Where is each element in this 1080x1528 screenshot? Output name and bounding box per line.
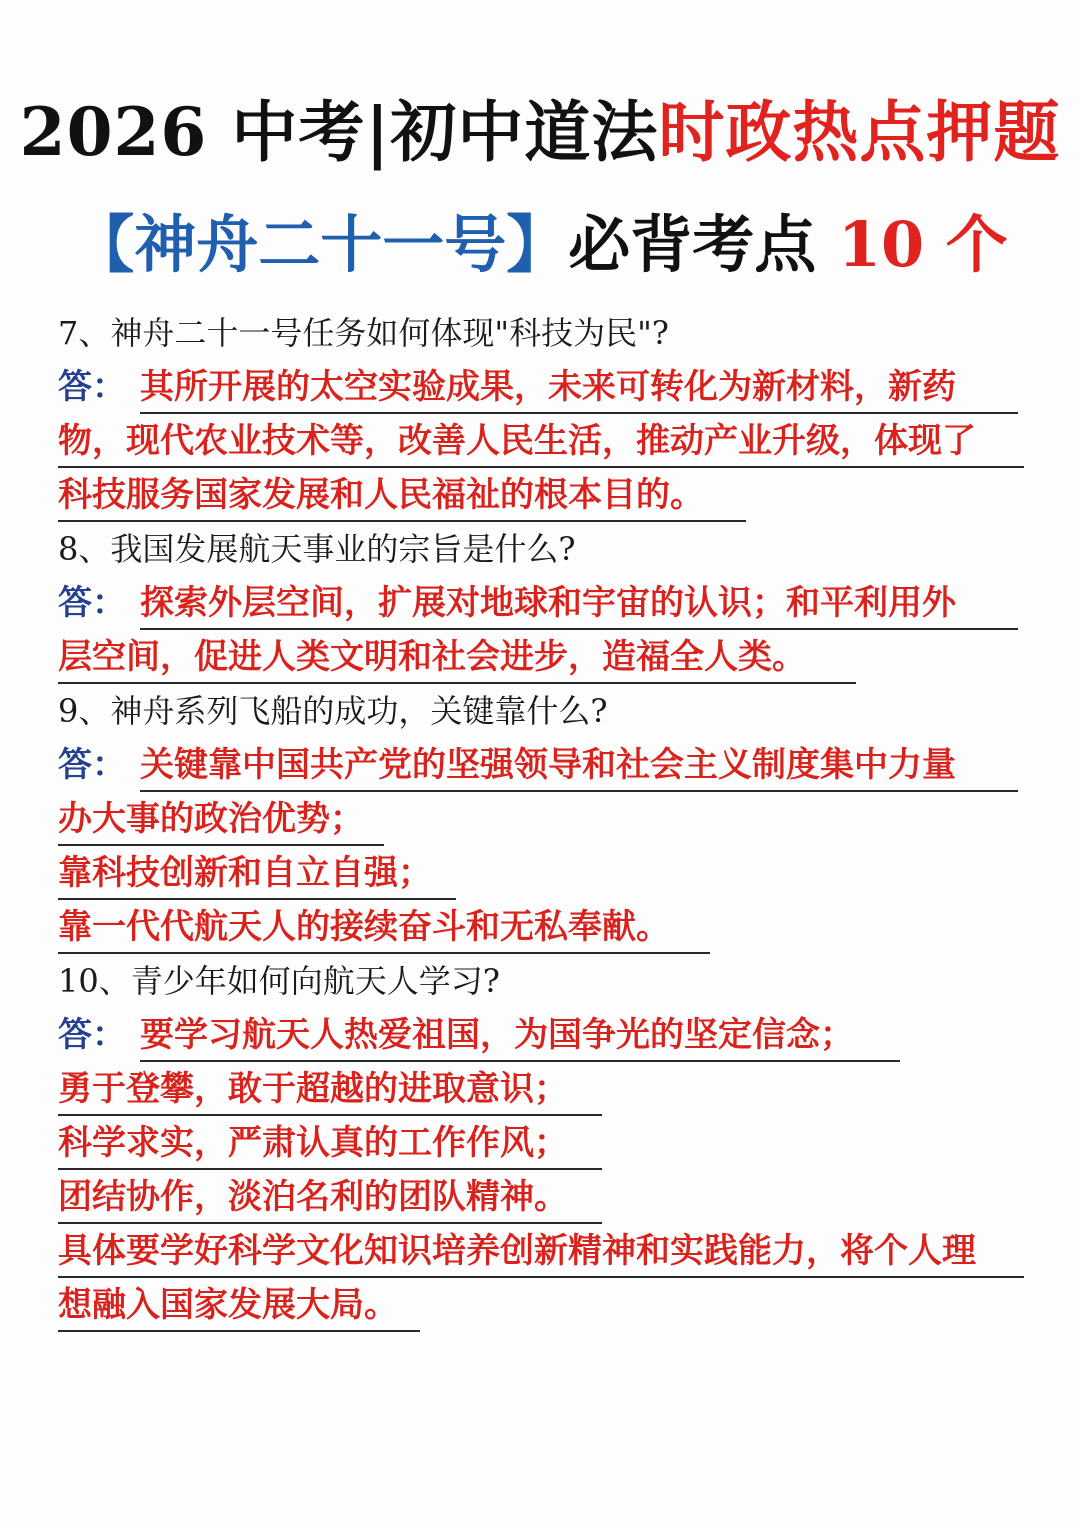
answer-label: 答： xyxy=(58,1015,126,1055)
subtitle-middle: 必背考点 xyxy=(568,208,817,281)
answer-9 xyxy=(58,738,1026,954)
answer-10-line-4: 团结协作，淡泊名利的团队精神。 xyxy=(58,1172,602,1224)
page-title xyxy=(0,92,1080,172)
answer-9-line-2: 办大事的政治优势； xyxy=(58,794,384,846)
answer-10-line-2: 勇于登攀，敢于超越的进取意识； xyxy=(58,1064,602,1116)
qa-item-9 xyxy=(58,684,1026,954)
answer-label: 答： xyxy=(58,583,126,623)
answer-9-line-4: 靠一代代航天人的接续奋斗和无私奉献。 xyxy=(58,902,710,954)
qa-item-10 xyxy=(58,954,1026,1332)
question-8: 8、我国发展航天事业的宗旨是什么? xyxy=(58,530,576,568)
answer-10 xyxy=(58,1008,1026,1332)
answer-9-line-3: 靠科技创新和自立自强； xyxy=(58,848,456,900)
qa-item-8 xyxy=(58,522,1026,684)
answer-8-line-2: 层空间，促进人类文明和社会进步，造福全人类。 xyxy=(58,632,856,684)
answer-10-line-5: 具体要学好科学文化知识培养创新精神和实践能力，将个人理 xyxy=(58,1226,1024,1278)
answer-label: 答： xyxy=(58,745,126,785)
answer-label: 答： xyxy=(58,367,126,407)
answer-7-line-3: 科技服务国家发展和人民福祉的根本目的。 xyxy=(58,470,746,522)
page-subtitle xyxy=(0,205,1080,285)
answer-7-line-2: 物，现代农业技术等，改善人民生活，推动产业升级，体现了 xyxy=(58,416,1024,468)
answer-9-line-1: 关键靠中国共产党的坚强领导和社会主义制度集中力量 xyxy=(140,740,1018,792)
subtitle-count: 10 个 xyxy=(837,208,1008,281)
question-10: 10、青少年如何向航天人学习? xyxy=(58,962,500,1000)
answer-10-line-1: 要学习航天人热爱祖国，为国争光的坚定信念； xyxy=(140,1010,900,1062)
qa-item-7 xyxy=(58,306,1026,522)
answer-10-line-6: 想融入国家发展大局。 xyxy=(58,1280,420,1332)
qa-list xyxy=(58,306,1026,1332)
answer-7-line-1: 其所开展的太空实验成果，未来可转化为新材料，新药 xyxy=(140,362,1018,414)
question-9: 9、神舟系列飞船的成功，关键靠什么? xyxy=(58,692,608,730)
title-red-part: 时政热点押题 xyxy=(658,93,1061,171)
subtitle-topic: 【神舟二十一号】 xyxy=(72,208,569,281)
answer-7 xyxy=(58,360,1026,522)
title-black-part: 2026 中考|初中道法 xyxy=(19,93,659,171)
answer-8-line-1: 探索外层空间，扩展对地球和宇宙的认识；和平利用外 xyxy=(140,578,1018,630)
question-7: 7、神舟二十一号任务如何体现"科技为民"? xyxy=(58,314,669,352)
answer-8 xyxy=(58,576,1026,684)
answer-10-line-3: 科学求实，严肃认真的工作作风； xyxy=(58,1118,602,1170)
